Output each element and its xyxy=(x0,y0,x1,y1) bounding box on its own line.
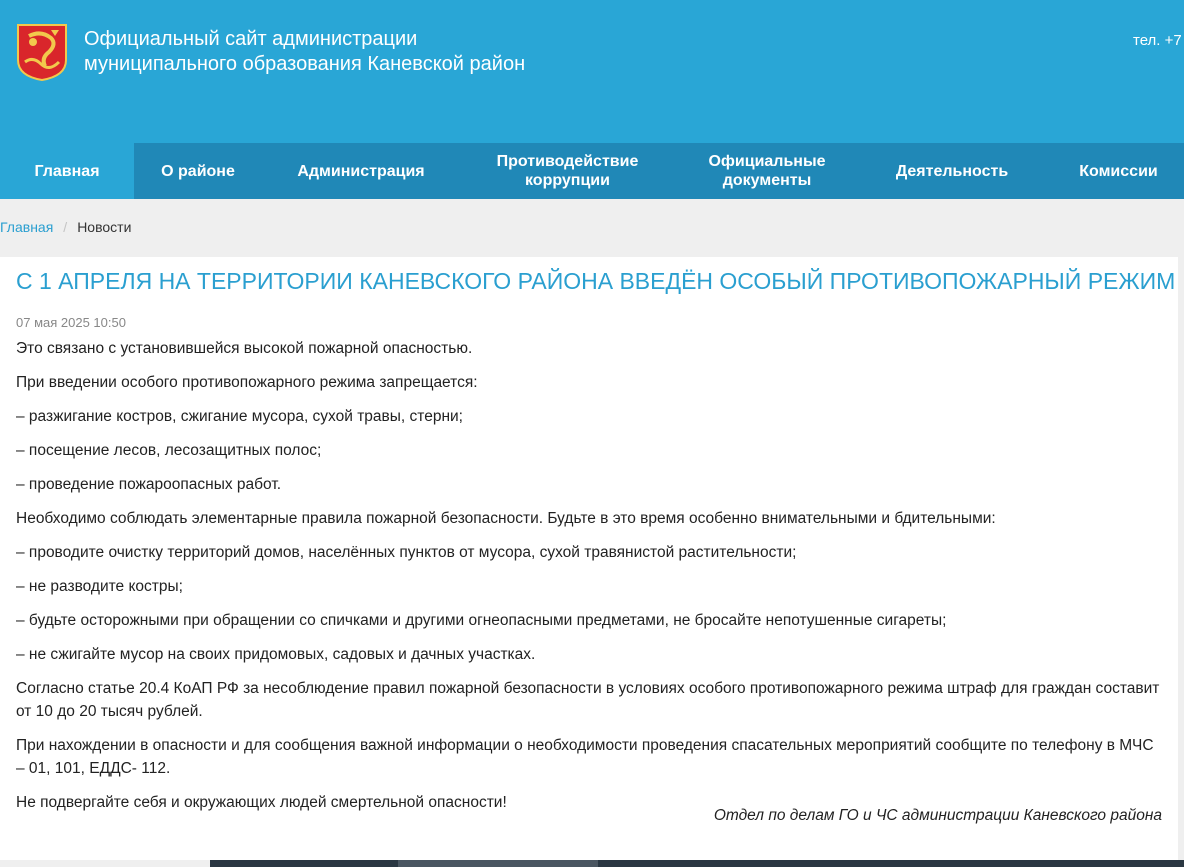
nav-item-about-district[interactable]: О районе xyxy=(161,162,235,180)
nav-item-home[interactable]: Главная xyxy=(0,143,134,199)
nav-item-activity[interactable]: Деятельность xyxy=(895,162,1009,180)
nav-item-official-documents[interactable]: Официальные документы xyxy=(708,153,826,189)
article-paragraph: При нахождении в опасности и для сообщения важной информации о необходимости проведения спасательных мероприятий сообщите по телефону в МЧС – 01, 101, ЕДДС- 112. xyxy=(16,737,1154,777)
breadcrumb-separator: / xyxy=(63,219,68,235)
site-title-line1: Официальный сайт администрации xyxy=(84,28,418,50)
header-phone[interactable]: тел. +7 xyxy=(1133,32,1182,49)
article-title: С 1 АПРЕЛЯ НА ТЕРРИТОРИИ КАНЕВСКОГО РАЙОНА ВВЕДЁН ОСОБЫЙ ПРОТИВОПОЖАРНЫЙ РЕЖИМ xyxy=(16,268,1176,294)
site-title[interactable] xyxy=(84,27,525,77)
footer-bar xyxy=(210,860,1184,867)
main-nav xyxy=(0,143,1184,199)
article-signature: Отдел по делам ГО и ЧС администрации Каневского района xyxy=(713,807,1162,824)
article-paragraph: Необходимо соблюдать элементарные правила пожарной безопасности. Будьте в это время особенно внимательными и бдительными: xyxy=(16,510,996,527)
article-list-item: – проводите очистку территорий домов, населённых пунктов от мусора, сухой травянистой растительности; xyxy=(16,544,797,561)
coat-of-arms-logo[interactable] xyxy=(15,22,69,82)
article-list-item: – проведение пожароопасных работ. xyxy=(16,476,282,493)
site-title-line2: муниципального образования Каневской район xyxy=(84,53,526,75)
nav-item-commissions[interactable]: Комиссии xyxy=(1079,162,1158,180)
article-paragraph: Согласно статье 20.4 КоАП РФ за несоблюдение правил пожарной безопасности в условиях особого противопожарного режима штраф для граждан составит от 10 до 20 тысяч рублей. xyxy=(16,680,1160,720)
site-header xyxy=(0,0,1184,143)
article-list-item: – посещение лесов, лесозащитных полос; xyxy=(16,442,322,459)
article-paragraph: Это связано с установившейся высокой пожарной опасностью. xyxy=(16,340,473,357)
breadcrumb-current: Новости xyxy=(77,219,132,235)
article-list-item: – не сжигайте мусор на своих придомовых, садовых и дачных участках. xyxy=(16,646,536,663)
breadcrumb xyxy=(0,219,131,235)
article-body xyxy=(16,337,1166,825)
nav-item-anti-corruption[interactable]: Противодействие коррупции xyxy=(496,153,639,189)
article-paragraph: Не подвергайте себя и окружающих людей смертельной опасности! xyxy=(16,794,507,811)
nav-item-administration[interactable]: Администрация xyxy=(297,162,425,180)
article-paragraph: При введении особого противопожарного режима запрещается: xyxy=(16,374,478,391)
article-list-item: – будьте осторожными при обращении со спичками и другими огнеопасными предметами, не бросайте непотушенные сигареты; xyxy=(16,612,947,629)
footer-bar-segment xyxy=(398,860,598,867)
article-list-item: – не разводите костры; xyxy=(16,578,183,595)
breadcrumb-home-link[interactable]: Главная xyxy=(0,219,54,235)
article-date: 07 мая 2025 10:50 xyxy=(16,315,126,330)
article-list-item: – разжигание костров, сжигание мусора, сухой травы, стерни; xyxy=(16,408,463,425)
news-article xyxy=(0,257,1178,860)
